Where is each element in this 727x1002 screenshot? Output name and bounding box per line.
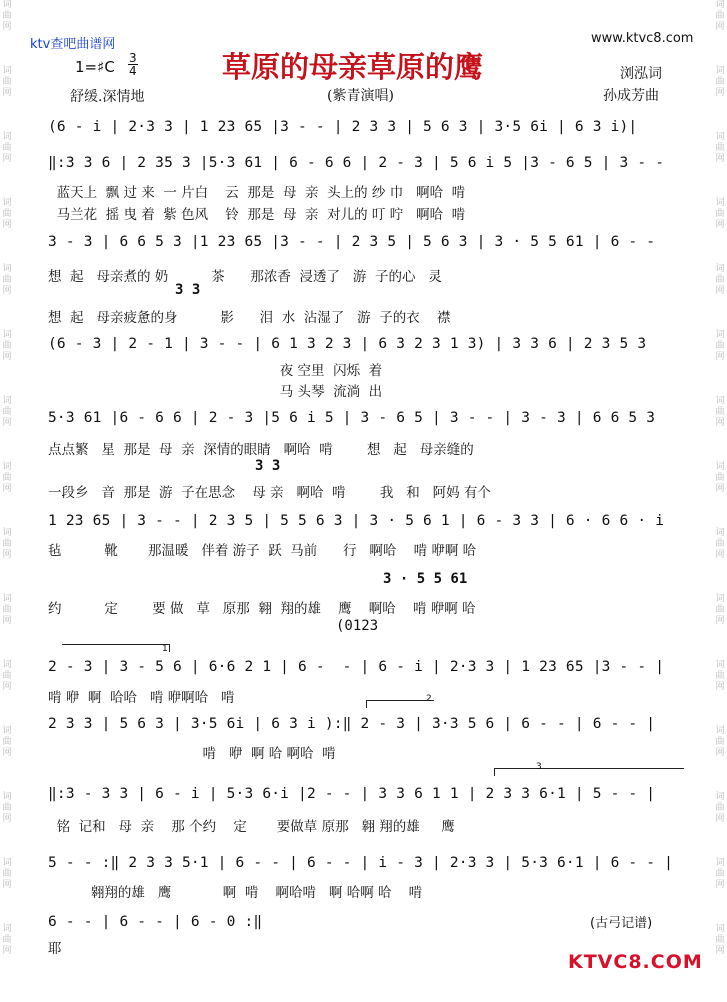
score-row-11: 6 - - | 6 - - | 6 - 0 :‖ [48, 914, 263, 930]
volta-number-3: 3 [536, 762, 542, 772]
volta-bracket-2 [366, 700, 434, 701]
transcriber-credit: (古弓记谱) [590, 916, 653, 931]
volta-number-2: 2 [426, 694, 432, 704]
side-watermark-left: 词 曲 网 词 曲 网 词 曲 网 词 曲 网 词 曲 网 词 曲 网 词 曲 网 词 曲 网 词 曲 网 词 曲 网 词 曲 网 词 曲 网 词 曲 网 词 曲 网 词 曲 网 [2, 0, 12, 956]
score-row-2: ‖:3 3 6 | 2 35 3 |5·3 61 | 6 - 6 6 | 2 - 3 | 5 6 i 5 |3 - 6 5 | 3 - - [48, 155, 665, 171]
sub-notes-3: 3 3 [175, 282, 201, 298]
volta-bracket-3 [494, 768, 684, 769]
score-row-8: 2 3 3 | 5 6 3 | 3·5 6i | 6 3 i ):‖ 2 - 3 | 3·3 5 6 | 6 - - | 6 - - | [48, 716, 656, 732]
lyric-row-11: 耶 [48, 941, 62, 957]
lyric-row-2b: 马兰花 摇 曳 着 紫 色风 铃 那是 母 亲 对儿的 叮 咛 啊哈 啃 [48, 207, 466, 223]
volta-bracket-1-end [169, 644, 170, 652]
grace-notes: (0123 [336, 618, 379, 634]
score-row-1: (6 - i | 2·3 3 | 1 23 65 |3 - - | 2 3 3 | 5 6 3 | 3·5 6i | 6 3 i)| [48, 119, 638, 135]
site-url-right[interactable]: www.ktvc8.com [591, 31, 694, 46]
lyricist: 浏泓词 [620, 66, 662, 82]
performer: (紫青演唱) [327, 88, 394, 104]
score-row-3: 3 - 3 | 6 6 5 3 |1 23 65 |3 - - | 2 3 5 | 5 6 3 | 3 · 5 5 61 | 6 - - [48, 234, 656, 250]
volta-bracket-2-start [366, 700, 367, 708]
lyric-row-4b: 马 头琴 流淌 出 [48, 384, 383, 400]
score-row-9: ‖:3 - 3 3 | 6 - i | 5·3 6·i |2 - - | 3 3 6 1 1 | 2 3 3 6·1 | 5 - - | [48, 786, 656, 802]
lyric-row-5b: 一段乡 音 那是 游 子在思念 母 亲 啊哈 啃 我 和 阿妈 有个 [48, 485, 491, 501]
tempo-marking: 舒缓.深情地 [70, 89, 145, 105]
time-signature-bottom: 4 [129, 64, 137, 78]
lyric-row-10: 翱翔的雄 鹰 啊 啃 啊哈啃 啊 哈啊 哈 啃 [48, 885, 423, 901]
lyric-row-3a: 想 起 母亲煮的 奶 茶 那浓香 浸透了 游 子的心 灵 [48, 269, 442, 285]
song-title: 草原的母亲草原的鹰 [222, 50, 484, 84]
site-name-left[interactable]: ktv查吧曲谱网 [30, 37, 116, 52]
composer: 孙成芳曲 [603, 88, 659, 104]
lyric-row-8: 啃 咿 啊 哈 啊哈 啃 [48, 746, 336, 762]
score-row-4: (6 - 3 | 2 - 1 | 3 - - | 6 1 3 2 3 | 6 3 2 3 1 3) | 3 3 6 | 2 3 5 3 [48, 336, 647, 352]
lyric-row-3b: 想 起 母亲疲惫的身 影 泪 水 沾湿了 游 子的衣 襟 [48, 310, 451, 326]
lyric-row-9: 铭 记和 母 亲 那 个约 定 要做草 原那 翱 翔的雄 鹰 [48, 819, 455, 835]
time-signature [128, 52, 138, 77]
volta-bracket-1 [62, 644, 170, 645]
lyric-row-6a: 毡 靴 那温暖 伴着 游子 跃 马前 行 啊哈 啃 咿啊 哈 [48, 543, 477, 559]
lyric-row-6b: 约 定 要 做 草 原那 翱 翔的雄 鹰 啊哈 啃 咿啊 哈 [48, 601, 476, 617]
score-row-10: 5 - - :‖ 2 3 3 5·1 | 6 - - | 6 - - | i - 3 | 2·3 3 | 5·3 6·1 | 6 - - | [48, 855, 674, 871]
lyric-row-7: 啃 咿 啊 哈哈 啃 咿啊哈 啃 [48, 690, 235, 706]
lyric-row-4a: 夜 空里 闪烁 着 [48, 363, 383, 379]
score-row-5: 5·3 61 |6 - 6 6 | 2 - 3 |5 6 i 5 | 3 - 6 5 | 3 - - | 3 - 3 | 6 6 5 3 [48, 410, 656, 426]
lyric-row-2a: 蓝天上 飘 过 来 一 片白 云 那是 母 亲 头上的 纱 巾 啊哈 啃 [48, 185, 466, 201]
time-signature-top: 3 [129, 51, 137, 65]
side-watermark-right: 词 曲 网 词 曲 网 词 曲 网 词 曲 网 词 曲 网 词 曲 网 词 曲 网 词 曲 网 词 曲 网 词 曲 网 词 曲 网 词 曲 网 词 曲 网 词 曲 网 词 曲 网 [715, 0, 725, 956]
key-signature: 1=♯C [75, 58, 115, 76]
lyric-row-5a: 点点繁 星 那是 母 亲 深情的眼睛 啊哈 啃 想 起 母亲缝的 [48, 442, 474, 458]
score-row-7: 2 - 3 | 3 - 5 6 | 6·6 2 1 | 6 - - | 6 - i | 2·3 3 | 1 23 65 |3 - - | [48, 659, 665, 675]
sub-notes-5: 3 3 [255, 458, 281, 474]
volta-number-1: 1 [162, 644, 168, 654]
volta-bracket-3-start [494, 768, 495, 776]
site-logo-watermark: KTVC8.COM [568, 951, 703, 973]
score-row-6: 1 23 65 | 3 - - | 2 3 5 | 5 5 6 3 | 3 · 5 6 1 | 6 - 3 3 | 6 · 6 6 · i [48, 513, 665, 529]
sub-notes-6: 3 · 5 5 61 [383, 571, 468, 587]
